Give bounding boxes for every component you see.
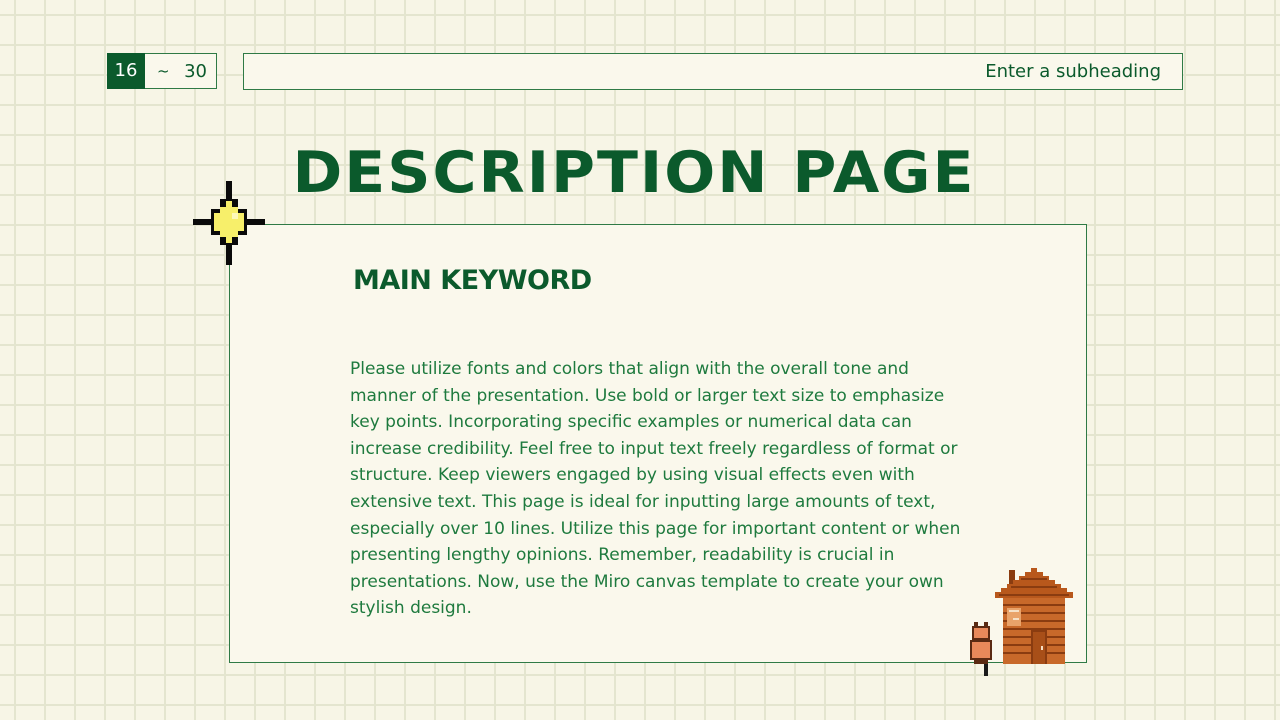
content-card bbox=[229, 224, 1087, 663]
page-current-number: 16 bbox=[107, 53, 145, 89]
body-paragraph[interactable]: Please utilize fonts and colors that align with the overall tone and manner of the presentation. Use bold or larger text size to emphasize key points. Incorporating specific examples or numerical data can increase credibility. Feel free to input text freely regardless of format or structure. Keep viewers engaged by using visual effects even with extensive text. This page is ideal for inputting large amounts of text, especially over 10 lines. Utilize this page for important content or when presenting lengthy opinions. Remember, readability is crucial in presentations. Now, use the Miro canvas template to create your own stylish design. bbox=[350, 359, 961, 619]
pixel-house-icon bbox=[993, 568, 1073, 664]
page-title[interactable]: DESCRIPTION PAGE bbox=[292, 139, 976, 207]
page-total-number: 30 bbox=[184, 60, 207, 82]
page-counter bbox=[107, 53, 217, 89]
pixel-sparkle-icon bbox=[193, 181, 265, 265]
main-keyword-heading[interactable]: MAIN KEYWORD bbox=[353, 265, 592, 296]
subheading-box[interactable] bbox=[243, 53, 1183, 90]
page-separator: ~ bbox=[157, 62, 170, 80]
pixel-cat-icon bbox=[968, 620, 994, 676]
subheading-text[interactable]: Enter a subheading bbox=[985, 61, 1161, 82]
